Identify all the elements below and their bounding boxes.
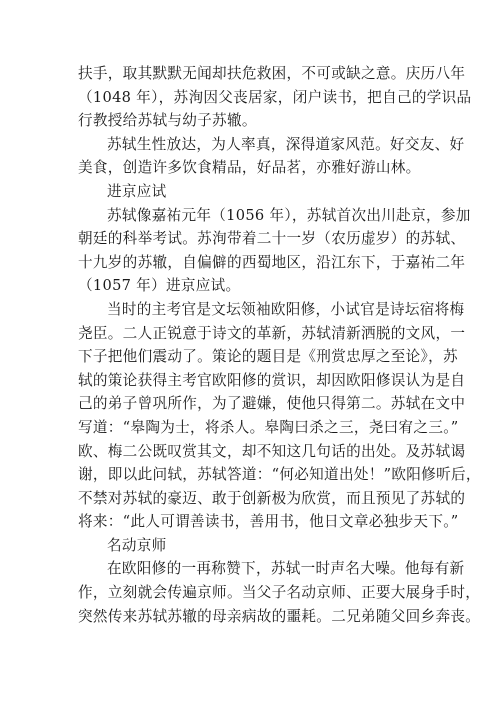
- text-line: 下子把他们震动了。策论的题目是《刑赏忠厚之至论》，苏: [78, 348, 458, 366]
- text-line: 朝廷的科举考试。苏洵带着二十一岁（农历虚岁）的苏轼、: [78, 230, 466, 248]
- text-line: 不禁对苏轼的豪迈、敢于创新极为欣赏，而且预见了苏轼的: [78, 489, 466, 507]
- text-line: 作，立刻就会传遍京师。当父子名动京师、正要大展身手时，: [78, 584, 481, 602]
- text-line: 当时的主考官是文坛领袖欧阳修，小试官是诗坛宿将梅: [107, 300, 465, 318]
- section-heading: 进京应试: [107, 182, 167, 200]
- text-line: 突然传来苏轼苏辙的母亲病故的噩耗。二兄弟随父回乡奔丧。: [78, 607, 481, 625]
- text-line: 在欧阳修的一再称赞下，苏轼一时声名大噪。他每有新: [107, 560, 465, 578]
- text-line: （1057 年）进京应试。: [78, 277, 241, 295]
- text-line: 苏轼像嘉祐元年（1056 年），苏轼首次出川赴京，参加: [107, 206, 471, 224]
- text-line: 行教授给苏轼与幼子苏辙。: [78, 112, 257, 130]
- text-line: 写道：“皋陶为士，将杀人。皋陶曰杀之三，尧曰宥之三。”: [78, 418, 459, 436]
- text-line: （1048 年），苏洵因父丧居家，闭户读书，把自己的学识品: [78, 88, 472, 106]
- text-line: 己的弟子曾巩所作，为了避嫌，使他只得第二。苏轼在文中: [78, 395, 466, 413]
- document-body: [78, 62, 481, 628]
- text-line: 美食，创造许多饮食精品，好品茗，亦雅好游山林。: [78, 159, 421, 177]
- section-heading: 名动京师: [107, 536, 167, 554]
- text-line: 轼的策论获得主考官欧阳修的赏识，却因欧阳修误认为是自: [78, 371, 466, 389]
- text-line: 尧臣。二人正锐意于诗文的革新，苏轼清新洒脱的文风，一: [78, 324, 466, 342]
- text-line: 苏轼生性放达，为人率真，深得道家风范。好交友、好: [107, 135, 465, 153]
- text-line: 谢，即以此问轼，苏轼答道：“何必知道出处！”欧阳修听后，: [78, 466, 481, 484]
- text-line: 十九岁的苏辙，自偏僻的西蜀地区，沿江东下，于嘉祐二年: [78, 253, 466, 271]
- text-line: 扶手，取其默默无闻却扶危救困，不可或缺之意。庆历八年: [78, 65, 466, 82]
- text-line: 将来：“此人可谓善读书，善用书，他日文章必独步天下。”: [78, 513, 459, 531]
- text-line: 欧、梅二公既叹赏其文，却不知这几句话的出处。及苏轼谒: [78, 442, 466, 460]
